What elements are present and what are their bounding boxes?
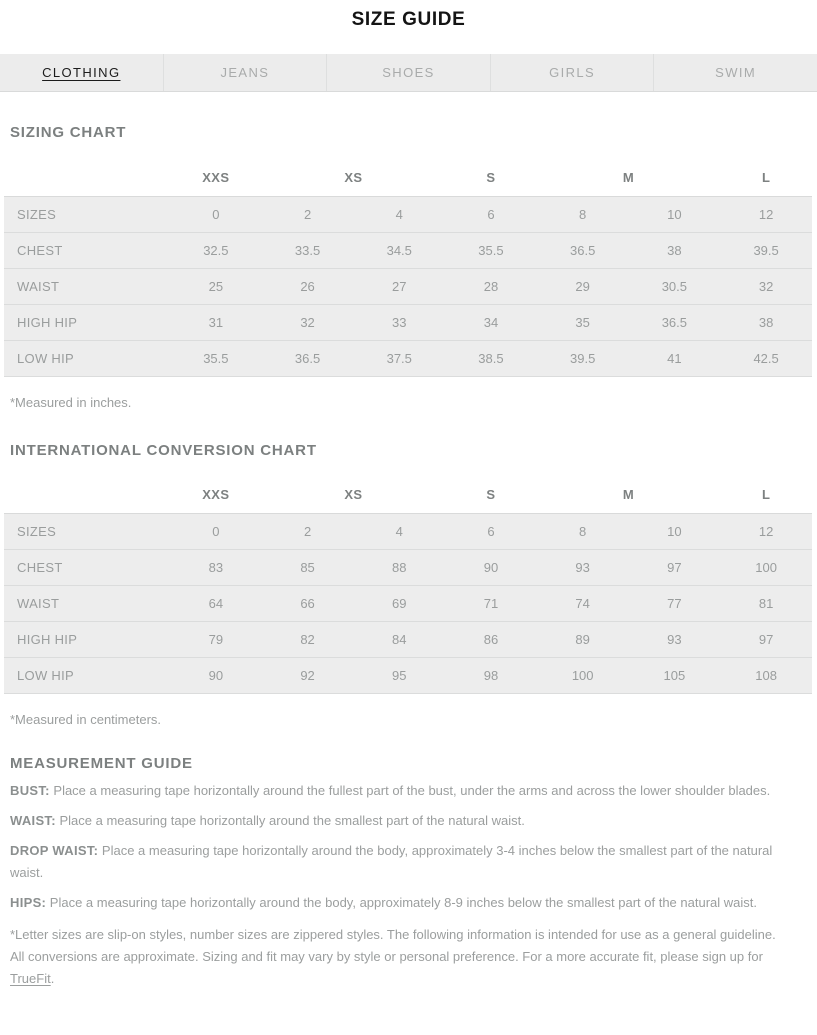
row-label: CHEST — [4, 232, 170, 268]
table-row-sizes — [4, 196, 812, 232]
size-value-cell: 37.5 — [353, 340, 445, 376]
size-value-cell: 85 — [262, 550, 354, 586]
size-value-cell: 93 — [537, 550, 629, 586]
size-value-cell: 79 — [170, 622, 262, 658]
size-value-cell: 41 — [629, 340, 721, 376]
size-value-cell: 105 — [629, 658, 721, 694]
table-row-high-hip — [4, 622, 812, 658]
measurement-term: BUST: — [10, 783, 50, 798]
size-value-cell: 42.5 — [720, 340, 812, 376]
tab-girls[interactable] — [490, 54, 654, 91]
size-value-cell: 33.5 — [262, 232, 354, 268]
size-value-cell: 66 — [262, 586, 354, 622]
size-header-xxs: XXS — [170, 159, 262, 196]
size-value-cell: 69 — [353, 586, 445, 622]
row-label: SIZES — [4, 196, 170, 232]
disclaimer-after-link: . — [50, 971, 55, 986]
size-header-xs: XS — [262, 477, 445, 514]
tab-bar — [0, 54, 817, 92]
size-value-cell: 30.5 — [629, 268, 721, 304]
size-value-cell: 28 — [445, 268, 537, 304]
size-value-cell: 35.5 — [170, 340, 262, 376]
tab-swim[interactable] — [653, 54, 817, 91]
size-value-cell: 4 — [353, 514, 445, 550]
table-row-low-hip — [4, 340, 812, 376]
size-header-xxs: XXS — [170, 477, 262, 514]
size-header-xs: XS — [262, 159, 445, 196]
size-value-cell: 36.5 — [629, 304, 721, 340]
size-value-cell: 39.5 — [720, 232, 812, 268]
size-value-cell: 90 — [170, 658, 262, 694]
size-value-cell: 35 — [537, 304, 629, 340]
measurement-term: HIPS: — [10, 895, 47, 910]
tab-label: GIRLS — [549, 65, 596, 80]
size-header-row — [4, 159, 812, 196]
international-chart-table — [4, 477, 812, 695]
size-value-cell: 0 — [170, 514, 262, 550]
size-value-cell: 12 — [720, 514, 812, 550]
size-value-cell: 33 — [353, 304, 445, 340]
measurement-item: BUST: Place a measuring tape horizontally around the fullest part of the bust, under the arms and across the lower shoulder blades. — [10, 783, 771, 798]
size-value-cell: 38.5 — [445, 340, 537, 376]
row-label: HIGH HIP — [4, 304, 170, 340]
tab-jeans[interactable] — [163, 54, 327, 91]
page-title: SIZE GUIDE — [351, 9, 466, 30]
table-row-sizes — [4, 514, 812, 550]
table-row-waist — [4, 268, 812, 304]
size-value-cell: 25 — [170, 268, 262, 304]
size-value-cell: 34.5 — [353, 232, 445, 268]
size-header-l: L — [720, 477, 812, 514]
size-value-cell: 108 — [720, 658, 812, 694]
table-row-waist — [4, 586, 812, 622]
row-label: LOW HIP — [4, 658, 170, 694]
size-value-cell: 93 — [629, 622, 721, 658]
measurement-term: WAIST: — [10, 813, 56, 828]
size-value-cell: 77 — [629, 586, 721, 622]
tab-clothing[interactable] — [0, 54, 163, 91]
size-value-cell: 38 — [629, 232, 721, 268]
size-header-l: L — [720, 159, 812, 196]
size-value-cell: 8 — [537, 514, 629, 550]
size-value-cell: 97 — [720, 622, 812, 658]
size-value-cell: 2 — [262, 514, 354, 550]
size-value-cell: 35.5 — [445, 232, 537, 268]
size-value-cell: 89 — [537, 622, 629, 658]
table-row-chest — [4, 550, 812, 586]
size-header-s: S — [445, 159, 537, 196]
size-value-cell: 81 — [720, 586, 812, 622]
size-value-cell: 27 — [353, 268, 445, 304]
measurement-item: WAIST: Place a measuring tape horizontally around the smallest part of the natural waist. — [10, 813, 525, 828]
table-row-chest — [4, 232, 812, 268]
row-label: CHEST — [4, 550, 170, 586]
sizing-chart-table — [4, 159, 812, 377]
size-value-cell: 39.5 — [537, 340, 629, 376]
size-value-cell: 92 — [262, 658, 354, 694]
tab-label: CLOTHING — [42, 65, 121, 80]
size-value-cell: 64 — [170, 586, 262, 622]
row-label: WAIST — [4, 586, 170, 622]
size-header-s: S — [445, 477, 537, 514]
size-value-cell: 26 — [262, 268, 354, 304]
size-value-cell: 10 — [629, 196, 721, 232]
truefit-link[interactable]: TrueFit — [10, 971, 51, 986]
size-value-cell: 29 — [537, 268, 629, 304]
size-value-cell: 82 — [262, 622, 354, 658]
international-chart-heading: INTERNATIONAL CONVERSION CHART — [10, 441, 317, 459]
disclaimer-before-link: *Letter sizes are slip-on styles, number sizes are zippered styles. The following information is intended for use as a general guideline. All conversions are approximate. Sizing and fit may vary by style or personal preference. For a more accurate fit, please sign up for — [10, 927, 776, 964]
size-value-cell: 88 — [353, 550, 445, 586]
table-row-low-hip — [4, 658, 812, 694]
size-value-cell: 74 — [537, 586, 629, 622]
size-value-cell: 8 — [537, 196, 629, 232]
size-header-m: M — [537, 159, 720, 196]
size-value-cell: 97 — [629, 550, 721, 586]
size-value-cell: 34 — [445, 304, 537, 340]
size-value-cell: 83 — [170, 550, 262, 586]
size-value-cell: 32.5 — [170, 232, 262, 268]
header-spacer-cell — [4, 477, 170, 514]
inches-footnote: *Measured in inches. — [10, 394, 132, 410]
size-value-cell: 95 — [353, 658, 445, 694]
size-value-cell: 12 — [720, 196, 812, 232]
size-value-cell: 6 — [445, 514, 537, 550]
measurement-item: DROP WAIST: Place a measuring tape horizontally around the body, approximately 3-4 inches below the smallest part of the natural waist. — [10, 843, 773, 880]
size-value-cell: 90 — [445, 550, 537, 586]
size-value-cell: 100 — [720, 550, 812, 586]
size-value-cell: 31 — [170, 304, 262, 340]
disclaimer-text — [10, 924, 778, 990]
measurement-item: HIPS: Place a measuring tape horizontally around the body, approximately 8-9 inches below the smallest part of the natural waist. — [10, 895, 757, 910]
size-value-cell: 4 — [353, 196, 445, 232]
tab-shoes[interactable] — [326, 54, 490, 91]
size-value-cell: 38 — [720, 304, 812, 340]
centimeters-footnote: *Measured in centimeters. — [10, 712, 162, 727]
row-label: SIZES — [4, 514, 170, 550]
size-header-m: M — [537, 477, 720, 514]
size-value-cell: 100 — [537, 658, 629, 694]
measurement-guide-heading: MEASUREMENT GUIDE — [10, 755, 193, 772]
row-label: HIGH HIP — [4, 622, 170, 658]
size-value-cell: 36.5 — [262, 340, 354, 376]
size-value-cell: 32 — [262, 304, 354, 340]
size-value-cell: 32 — [720, 268, 812, 304]
measurement-term: DROP WAIST: — [10, 843, 99, 858]
size-value-cell: 84 — [353, 622, 445, 658]
size-value-cell: 10 — [629, 514, 721, 550]
size-value-cell: 71 — [445, 586, 537, 622]
table-row-high-hip — [4, 304, 812, 340]
header-spacer-cell — [4, 159, 170, 196]
size-value-cell: 6 — [445, 196, 537, 232]
row-label: LOW HIP — [4, 340, 170, 376]
measurement-list — [0, 780, 817, 914]
tab-label: SHOES — [382, 65, 435, 80]
tab-label: JEANS — [220, 65, 270, 80]
sizing-chart-heading: SIZING CHART — [10, 124, 127, 141]
size-value-cell: 2 — [262, 196, 354, 232]
size-header-row — [4, 477, 812, 514]
tab-label: SWIM — [715, 65, 757, 80]
size-value-cell: 0 — [170, 196, 262, 232]
size-value-cell: 86 — [445, 622, 537, 658]
size-value-cell: 36.5 — [537, 232, 629, 268]
row-label: WAIST — [4, 268, 170, 304]
size-value-cell: 98 — [445, 658, 537, 694]
